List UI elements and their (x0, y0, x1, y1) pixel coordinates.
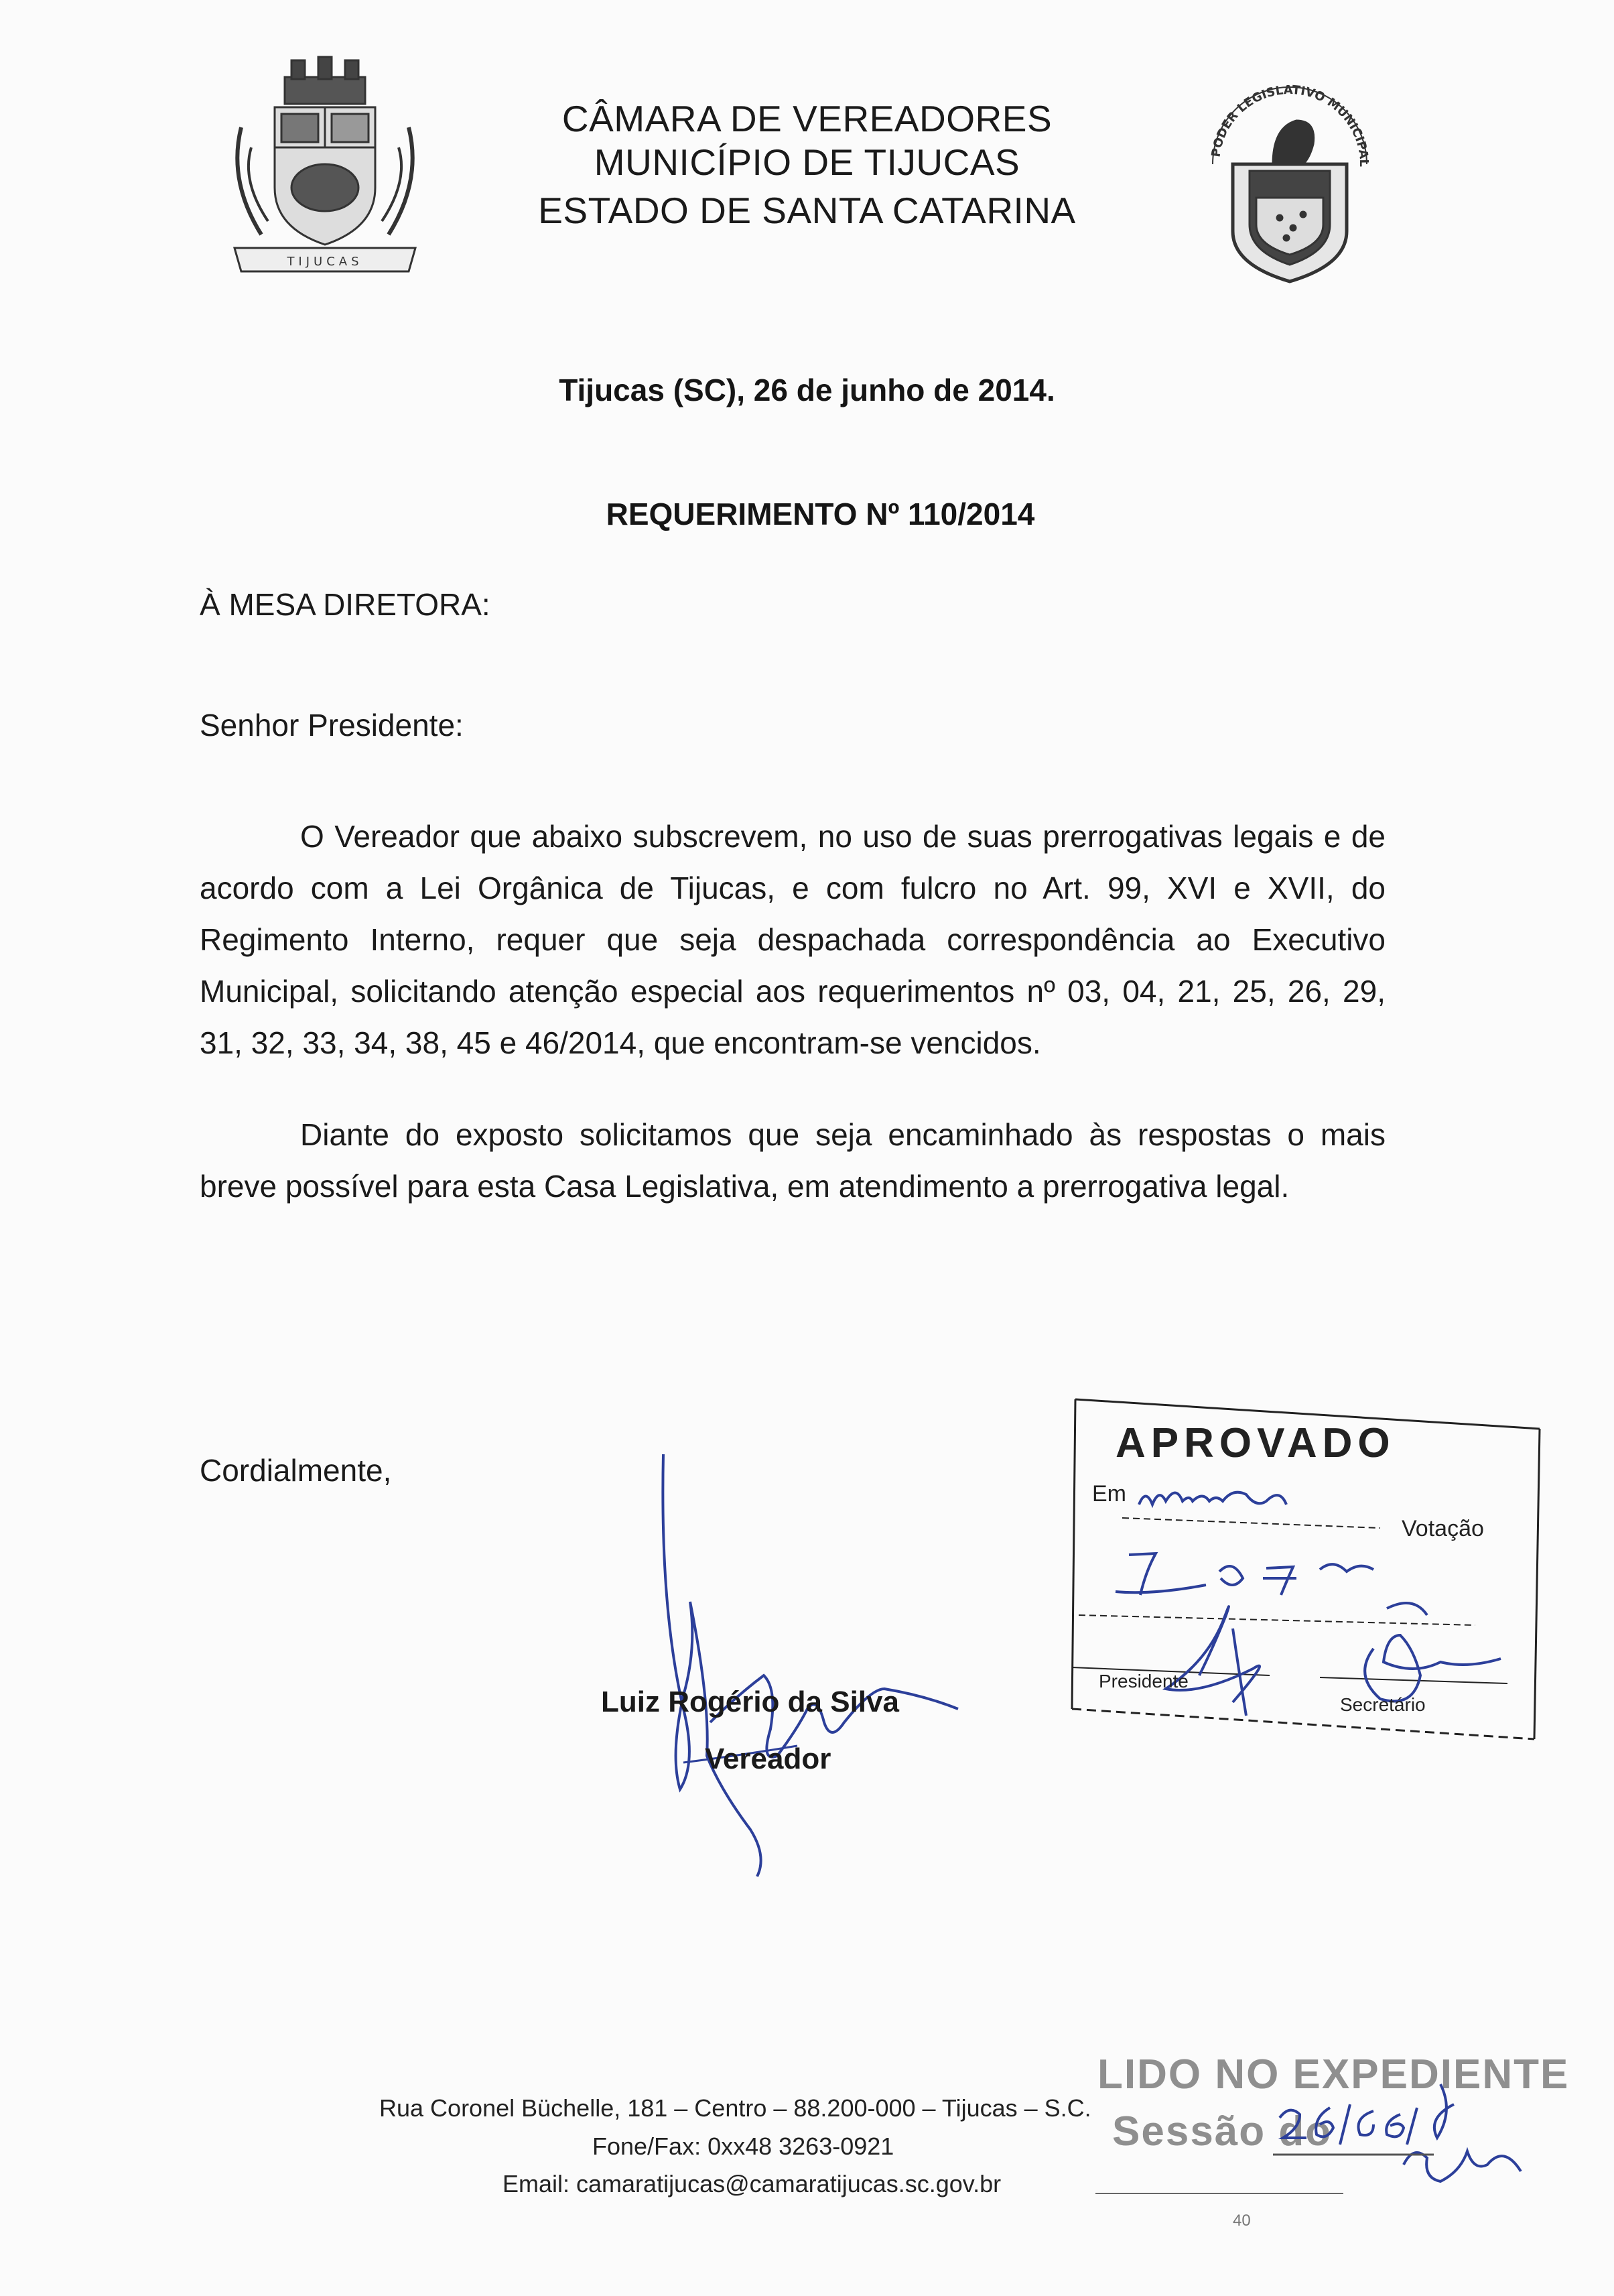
document-title: REQUERIMENTO Nº 110/2014 (606, 497, 1035, 531)
footer-phone: Fone/Fax: 0xx48 3263-0921 (592, 2132, 894, 2160)
approved-stamp-em-label: Em (1092, 1481, 1126, 1507)
footer-divider (1095, 2193, 1343, 2194)
approved-stamp-secretario-label: Secretário (1340, 1694, 1426, 1715)
body-paragraph-2: Diante do exposto solicitamos que seja encaminhado às respostas o mais breve possível para esta Casa Legislativa, em atendimento a prerrogativa legal. (200, 1117, 1386, 1204)
read-stamp-handwriting (1273, 2071, 1568, 2205)
seal-arc-text: PODER LEGISLATIVO MUNICIPAL (1209, 82, 1371, 168)
read-stamp-title: LIDO NO EXPEDIENTE (1097, 2051, 1570, 2098)
read-stamp-sessao-label: Sessão do (1112, 2108, 1333, 2155)
header-title-line2: MUNICÍPIO DE TIJUCAS (594, 141, 1020, 183)
footer-email: Email: camaratijucas@camaratijucas.sc.gov.br (502, 2170, 1002, 2197)
legislative-power-seal-icon (1193, 64, 1387, 292)
signer-signature (643, 1441, 1018, 1883)
page-number: 40 (1233, 2212, 1251, 2230)
approved-stamp-votacao-label: Votação (1402, 1516, 1484, 1541)
closing: Cordialmente, (200, 1453, 392, 1488)
approved-stamp-presidente-label: Presidente (1099, 1671, 1189, 1692)
addressee: À MESA DIRETORA: (200, 587, 490, 622)
salutation: Senhor Presidente: (200, 708, 464, 743)
header-title-line3: ESTADO DE SANTA CATARINA (538, 190, 1076, 231)
footer-address: Rua Coronel Büchelle, 181 – Centro – 88.200-000 – Tijucas – S.C. (379, 2094, 1091, 2122)
approved-stamp-title: APROVADO (1116, 1420, 1396, 1466)
header-title-line1: CÂMARA DE VEREADORES (561, 98, 1053, 139)
signer-name: Luiz Rogério da Silva (601, 1685, 899, 1718)
signer-role: Vereador (705, 1742, 831, 1775)
document-date: Tijucas (SC), 26 de junho de 2014. (559, 373, 1055, 407)
body-paragraph-1: O Vereador que abaixo subscrevem, no uso de suas prerrogativas legais e de acordo com a Lei Orgânica de Tijucas, e com fulcro no Art. 99, XVI e XVII, do Regimento Interno, requer que seja despachada correspondência ao Executivo Municipal, solicitando atenção especial aos requerimentos nº 03, 04, 21, 25, 26, 29, 31, 32, 33, 34, 38, 45 e 46/2014, que encontram-se vencidos. (200, 819, 1386, 1060)
crest-banner-text: TIJUCAS (287, 255, 363, 269)
